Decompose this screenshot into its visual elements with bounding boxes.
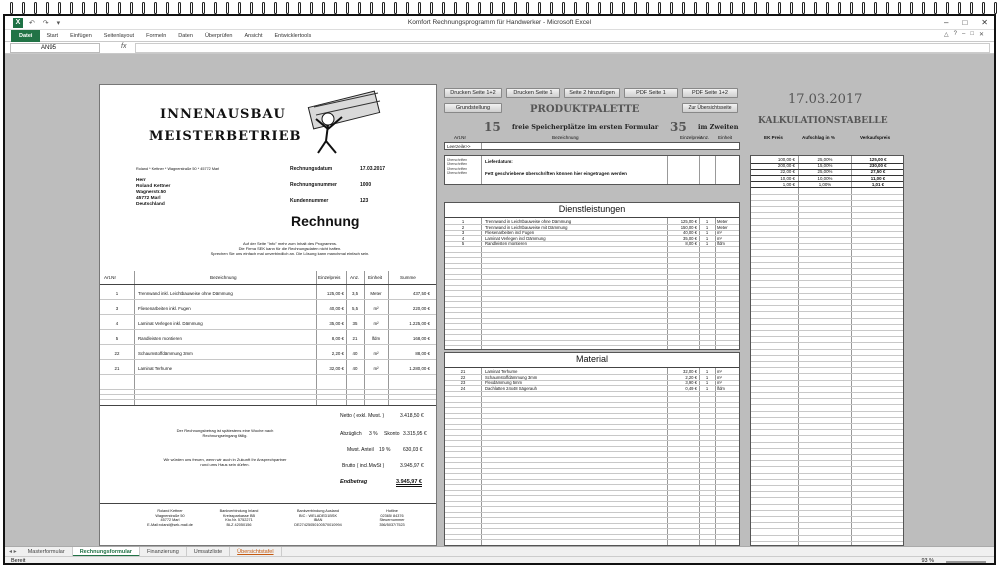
payment-note-1: Der Rechnungsbetrag ist spätestens eine Woche nach: [176, 428, 274, 433]
company-name-line2: MEISTERBETRIEB: [149, 129, 302, 144]
deduction-label: Abzüglich: [340, 431, 362, 437]
excel-window: [3, 14, 996, 565]
close-button[interactable]: ✕: [981, 18, 988, 27]
spiral-ring: [466, 2, 469, 14]
palette-item-unit[interactable]: Meter: [717, 219, 728, 224]
spiral-ring: [910, 2, 913, 14]
invoice-item-desc[interactable]: Laminat Verlegen inkl. Dämmung: [138, 321, 203, 326]
pdf-page-1-2-button[interactable]: PDF Seite 1+2: [682, 88, 738, 98]
spiral-ring: [394, 2, 397, 14]
payment-note-2: Rechnungseingang fällig.: [202, 433, 248, 438]
spiral-ring: [130, 2, 133, 14]
invoice-item-unit[interactable]: m²: [373, 306, 379, 311]
vat-percent[interactable]: 19 %: [379, 447, 391, 453]
total-label: Endbetrag: [340, 479, 368, 485]
invoice-item-unit[interactable]: lfdm: [371, 336, 381, 341]
headings-panel[interactable]: Überschriften Überschriften Überschriften Überschriften Lieferdatum: Fett geschriebene überschriften können hier eingetragen werden: [444, 155, 740, 185]
deduction-percent[interactable]: 3 %: [369, 431, 378, 437]
spiral-ring: [178, 2, 181, 14]
spiral-ring: [898, 2, 901, 14]
thanks-note-2: rund ums Haus sein dürfen.: [200, 462, 250, 467]
spiral-ring: [622, 2, 625, 14]
palette-item-qty[interactable]: 1: [705, 369, 709, 374]
calc-pct[interactable]: 10,00%: [817, 175, 833, 181]
workbook-restore-icon[interactable]: □: [970, 31, 974, 37]
tab-developer[interactable]: Entwicklertools: [274, 32, 312, 39]
palette-col-qty: Anz.: [700, 135, 710, 140]
spiral-ring: [610, 2, 613, 14]
col-sum: Summe: [400, 275, 416, 280]
zoom-slider[interactable]: [946, 561, 986, 563]
worksheet-area: [5, 54, 994, 546]
invoice-item-price[interactable]: 2,20 €: [331, 351, 344, 356]
palette-item-price[interactable]: 0,49 €: [685, 385, 697, 391]
spiral-ring: [190, 2, 193, 14]
palette-item-unit[interactable]: m²: [717, 235, 722, 241]
blank-row-panel[interactable]: [444, 142, 740, 150]
invoice-form[interactable]: [99, 84, 437, 546]
invoice-item-price[interactable]: 35,00 €: [329, 321, 344, 326]
invoice-item-artnr[interactable]: 4: [115, 321, 119, 326]
spiral-ring: [118, 2, 121, 14]
intro-line-1: Auf der Seite "Info" mehr zum Inhalt des Programms.: [243, 241, 337, 246]
spiral-ring: [286, 2, 289, 14]
workbook-minimize-icon[interactable]: –: [962, 31, 966, 37]
spiral-ring: [586, 2, 589, 14]
invoice-item-desc[interactable]: Trennwand inkl. Leichtbauweise ohne Dämmung: [138, 291, 233, 296]
invoice-item-unit[interactable]: m²: [373, 351, 379, 356]
palette-item-artnr[interactable]: 21: [460, 369, 466, 374]
spiral-ring: [778, 2, 781, 14]
invoice-item-price[interactable]: 40,00 €: [329, 306, 344, 311]
palette-col-price: Einzelpreis: [680, 135, 703, 140]
invoice-item-sum[interactable]: 437,50 €: [412, 291, 430, 296]
palette-item-desc[interactable]: Randleisten montieren: [485, 241, 527, 246]
invoice-item-artnr[interactable]: 1: [115, 291, 119, 296]
spiral-ring: [766, 2, 769, 14]
intro-line-3: Sprechen Sie uns einfach mal unverbindlich an. Die Lösung kann manchmal einfach sein.: [210, 251, 370, 256]
calc-vk[interactable]: 11,00 €: [870, 175, 886, 181]
recipient-country: Deutschland: [136, 201, 165, 207]
spiral-ring: [166, 2, 169, 14]
spiral-ring: [994, 2, 997, 14]
invoice-item-qty[interactable]: 5,5: [351, 306, 359, 311]
spiral-ring: [814, 2, 817, 14]
palette-item-price[interactable]: 125,00 €: [680, 219, 697, 224]
formula-bar: [5, 42, 994, 54]
palette-item-unit[interactable]: m²: [717, 369, 722, 374]
palette-item-unit[interactable]: lfdm: [717, 385, 725, 391]
gross-value: 3.945,97 €: [400, 463, 424, 469]
invoice-item-desc[interactable]: Fliesenarbeiten inkl. Fugen: [138, 306, 191, 311]
total-value: 3.945,97 €: [396, 479, 422, 485]
palette-item-artnr[interactable]: 1: [461, 219, 465, 224]
footer-hotline: Hotline 02365/ 84376 Steuernummer 356/5037/7523: [379, 509, 405, 528]
sheet-tab-uebersichtstafel[interactable]: Übersichtstafel: [230, 547, 281, 557]
calc-pct[interactable]: 15,00%: [817, 163, 833, 169]
palette-item-qty[interactable]: 1: [705, 380, 709, 385]
spiral-ring: [598, 2, 601, 14]
invoice-item-artnr[interactable]: 22: [114, 351, 120, 356]
palette-item-desc[interactable]: Flexdämmung 5mm: [485, 380, 523, 385]
spiral-ring: [550, 2, 553, 14]
spiral-ring: [694, 2, 697, 14]
tab-file[interactable]: Datei: [11, 30, 40, 42]
date-value[interactable]: 17.03.2017: [360, 166, 386, 172]
palette-item-price[interactable]: 2,20 €: [685, 374, 697, 380]
invoice-number-label: Rechnungsnummer: [290, 182, 337, 188]
ribbon-tabs: [5, 30, 994, 42]
calc-vk[interactable]: 230,00 €: [869, 163, 887, 169]
spiral-ring: [418, 2, 421, 14]
spiral-ring: [838, 2, 841, 14]
spiral-ring: [946, 2, 949, 14]
spiral-ring: [298, 2, 301, 14]
tab-formulas[interactable]: Formeln: [146, 32, 167, 39]
calc-vk[interactable]: 1,01 €: [871, 181, 885, 187]
skonto-label: Skonto: [384, 431, 400, 437]
formula-input[interactable]: [135, 43, 990, 53]
spiral-ring: [250, 2, 253, 14]
calc-pct[interactable]: 25,00%: [817, 169, 833, 175]
tab-data[interactable]: Daten: [178, 32, 193, 39]
blank-row-label: Leerzeile>>: [447, 144, 471, 149]
calc-vk[interactable]: 125,00 €: [869, 157, 887, 162]
palette-item-price[interactable]: 35,00 €: [683, 235, 697, 241]
invoice-item-unit[interactable]: m²: [373, 366, 379, 371]
vat-label: Mwst. Anteil: [347, 447, 374, 453]
palette-item-desc[interactable]: Dachlatten 24x48 Sägerauh: [485, 385, 537, 391]
spiral-ring: [790, 2, 793, 14]
footer-bank-abroad: Bankverbindung Ausland BIC : WELADED1BSK IBAN DE27425050100570010994: [294, 509, 342, 528]
palette-item-price[interactable]: 40,00 €: [683, 230, 697, 235]
sheet-tab-rechnungsformular[interactable]: Rechnungsformular: [73, 547, 140, 557]
palette-item-price[interactable]: 8,00 €: [685, 241, 697, 246]
spiral-ring: [358, 2, 361, 14]
invoice-item-sum[interactable]: 1.280,00 €: [409, 366, 430, 371]
footer-address: Roland Kettner Wagnerstraße 50 45772 Marl E-Mail:roland@sek-mail.de: [147, 509, 193, 528]
invoice-item-qty[interactable]: 35: [352, 321, 358, 326]
excel-app-icon: X: [13, 18, 23, 28]
invoice-item-qty[interactable]: 21: [352, 336, 358, 341]
palette-item-unit[interactable]: lfdm: [717, 241, 725, 246]
footer-bank-domestic: Bankverbindung Inland Kreissparkasse BB Kto.Nr. 5752271 BLZ 42050156: [219, 509, 259, 528]
col-unit: Einheit: [368, 275, 383, 280]
print-page-1-2-button[interactable]: Drucken Seite 1+2: [444, 88, 502, 98]
palette-col-unit: Einheit: [718, 135, 733, 140]
palette-item-unit[interactable]: Meter: [717, 224, 728, 230]
palette-item-desc[interactable]: Fliesenarbeiten incl Fugen: [485, 230, 535, 235]
spiral-ring: [70, 2, 73, 14]
calc-col-vk: Verkaufspreis: [860, 135, 891, 140]
recipient-name: Roland Kettner: [136, 183, 171, 189]
spiral-ring: [658, 2, 661, 14]
name-box[interactable]: AN95: [10, 43, 100, 53]
spiral-ring: [214, 2, 217, 14]
palette-item-qty[interactable]: 1: [705, 235, 709, 241]
invoice-item-artnr[interactable]: 3: [115, 306, 119, 311]
invoice-item-unit[interactable]: m²: [373, 321, 379, 326]
spiral-ring: [502, 2, 505, 14]
palette-item-price[interactable]: 32,00 €: [683, 369, 697, 374]
spiral-ring: [406, 2, 409, 14]
quick-access-toolbar[interactable]: ↶ ↷ ▾: [29, 19, 64, 27]
invoice-item-qty[interactable]: 40: [352, 351, 358, 356]
vat-value: 630,03 €: [403, 447, 423, 453]
spiral-ring: [370, 2, 373, 14]
palette-item-unit[interactable]: m²: [717, 230, 722, 235]
palette-item-artnr[interactable]: 4: [461, 235, 465, 241]
netto-value: 3.418,50 €: [400, 413, 424, 419]
spiral-ring: [682, 2, 685, 14]
spiral-ring: [202, 2, 205, 14]
calc-date: 17.03.2017: [788, 92, 863, 107]
invoice-item-desc[interactable]: Schaumstoffdämmung 3mm: [138, 351, 193, 356]
col-price: Einzelpreis: [318, 275, 341, 280]
customer-number-value[interactable]: 123: [360, 198, 369, 204]
col-desc: Bezeichnung: [210, 275, 237, 280]
spiral-ring: [934, 2, 937, 14]
spiral-ring: [514, 2, 517, 14]
spiral-ring: [346, 2, 349, 14]
palette-item-artnr[interactable]: 24: [460, 385, 466, 391]
col-artnr: Art.Nr: [104, 275, 116, 280]
spiral-ring: [238, 2, 241, 14]
spiral-ring: [490, 2, 493, 14]
invoice-number-value[interactable]: 1000: [360, 182, 372, 188]
invoice-item-artnr[interactable]: 5: [115, 336, 119, 341]
spiral-ring: [574, 2, 577, 14]
spiral-ring: [982, 2, 985, 14]
spiral-ring: [802, 2, 805, 14]
zoom-level[interactable]: 93 %: [921, 558, 934, 564]
palette-col-desc: Bezeichnung: [552, 135, 579, 140]
spiral-ring: [94, 2, 97, 14]
customer-number-label: Kundennummer: [290, 198, 329, 204]
spiral-ring: [634, 2, 637, 14]
palette-item-unit[interactable]: m²: [717, 374, 722, 380]
skonto-value: 3.315,95 €: [403, 431, 427, 437]
status-bar: [5, 556, 994, 565]
invoice-item-sum[interactable]: 168,00 €: [412, 336, 430, 341]
calc-ek[interactable]: 10,00 €: [780, 175, 795, 181]
calc-col-ek: EK Preis: [764, 135, 783, 140]
palette-item-qty[interactable]: 1: [705, 219, 709, 224]
calc-ek[interactable]: 100,00 €: [777, 157, 795, 162]
calc-pct[interactable]: 25,00%: [817, 157, 833, 162]
calc-ek[interactable]: 22,00 €: [780, 169, 795, 175]
palette-col-artnr: Art.Nr: [454, 135, 466, 140]
free-slots-second: 35: [670, 120, 687, 134]
spiral-ring: [538, 2, 541, 14]
palette-item-unit[interactable]: m²: [717, 380, 722, 385]
print-page-1-button[interactable]: Drucken Seite 1: [506, 88, 560, 98]
services-heading: Dienstleistungen: [558, 204, 626, 214]
spiral-ring: [382, 2, 385, 14]
calc-ek[interactable]: 1,00 €: [782, 181, 795, 187]
tab-insert[interactable]: Einfügen: [70, 32, 92, 39]
palette-item-artnr[interactable]: 5: [461, 241, 465, 246]
spiral-ring: [526, 2, 529, 14]
spiral-ring: [226, 2, 229, 14]
invoice-item-desc[interactable]: Randleisten montieren: [138, 336, 182, 341]
invoice-item-sum[interactable]: 88,00 €: [415, 351, 430, 356]
palette-item-artnr[interactable]: 2: [461, 224, 465, 230]
material-heading: Material: [575, 354, 608, 364]
netto-label: Netto ( exkl. Mwst. ): [340, 413, 385, 419]
palette-item-desc[interactable]: Laminat Verlegen incl Dämmung: [485, 235, 546, 241]
invoice-item-price[interactable]: 32,00 €: [329, 366, 344, 371]
spiral-ring: [970, 2, 973, 14]
tab-scroll-arrows-icon[interactable]: ◂ ▸: [9, 549, 17, 555]
spiral-ring: [22, 2, 25, 14]
spiral-ring: [274, 2, 277, 14]
calc-title: KALKULATIONSTABELLE: [758, 116, 888, 126]
invoice-item-price[interactable]: 8,00 €: [331, 336, 344, 341]
maximize-button[interactable]: □: [962, 18, 968, 27]
delivery-date-label: Lieferdatum:: [485, 159, 513, 164]
free-slots-note: freie Speicherplätze im ersten Formular: [512, 123, 659, 131]
palette-item-desc[interactable]: Laminat Terhurne: [485, 369, 518, 374]
spiral-ring: [334, 2, 337, 14]
gross-label: Brutto ( incl.MwSt ): [342, 463, 385, 469]
spiral-ring: [646, 2, 649, 14]
spiral-ring: [430, 2, 433, 14]
spiral-ring: [958, 2, 961, 14]
palette-item-price[interactable]: 150,00 €: [680, 224, 697, 230]
tab-view[interactable]: Ansicht: [244, 32, 263, 39]
title-bar: [5, 16, 994, 30]
col-qty: Anz.: [350, 275, 360, 280]
spiral-ring: [718, 2, 721, 14]
recipient-street: Wagnerstr.50: [136, 189, 166, 195]
headings-hint: Fett geschriebene überschriften können hier eingetragen werden: [485, 171, 627, 176]
carpenter-logo-icon: [290, 89, 390, 157]
company-name-line1: INNENAUSBAU: [160, 107, 286, 122]
palette-item-artnr[interactable]: 23: [460, 380, 466, 385]
control-panel: [442, 84, 988, 546]
add-page-2-button[interactable]: Seite 2 hinzufügen: [564, 88, 620, 98]
spiral-ring: [58, 2, 61, 14]
spiral-ring: [742, 2, 745, 14]
invoice-item-artnr[interactable]: 21: [114, 366, 120, 371]
sender-line: Roland * Kettner * Wagnerstraße 50 * 45772 Marl: [136, 167, 220, 171]
invoice-item-qty[interactable]: 3,5: [351, 291, 359, 296]
pdf-page-1-button[interactable]: PDF Seite 1: [624, 88, 678, 98]
invoice-item-unit[interactable]: Meter: [370, 291, 382, 296]
palette-item-desc[interactable]: Trennwand in Leichtbauweise mit Dämmung: [485, 224, 568, 230]
intro-line-2: Die Firma SEK kann für die Rechnungsdaten nicht haften.: [238, 246, 342, 251]
invoice-item-price[interactable]: 125,00 €: [326, 291, 344, 296]
spiral-ring: [478, 2, 481, 14]
invoice-item-sum[interactable]: 1.225,00 €: [409, 321, 430, 326]
spiral-ring: [862, 2, 865, 14]
material-panel[interactable]: [444, 352, 740, 546]
tab-start[interactable]: Start: [46, 32, 59, 39]
spiral-ring: [886, 2, 889, 14]
recipient-city: 45772 Marl: [136, 195, 161, 201]
invoice-item-qty[interactable]: 40: [352, 366, 358, 371]
palette-item-artnr[interactable]: 3: [461, 230, 465, 235]
palette-item-artnr[interactable]: 22: [460, 374, 466, 380]
calculation-table[interactable]: [750, 155, 904, 546]
calc-ek[interactable]: 200,00 €: [777, 163, 795, 169]
fx-icon[interactable]: fx: [121, 43, 127, 50]
free-slots-first: 15: [484, 120, 501, 134]
palette-title: PRODUKTPALETTE: [530, 104, 640, 115]
overview-button[interactable]: Zur Übersichtsseite: [682, 103, 738, 113]
palette-item-qty[interactable]: 1: [705, 230, 709, 235]
palette-item-qty[interactable]: 1: [705, 374, 709, 380]
date-label: Rechnungsdatum: [290, 166, 333, 172]
palette-item-price[interactable]: 3,90 €: [685, 380, 697, 385]
spiral-ring: [850, 2, 853, 14]
spiral-ring: [106, 2, 109, 14]
tab-page-layout[interactable]: Seitenlayout: [103, 32, 135, 39]
invoice-items-table: [100, 271, 436, 405]
spiral-ring: [46, 2, 49, 14]
workbook-close-icon[interactable]: ✕: [978, 32, 984, 38]
sheet-tab-bar: [5, 546, 994, 556]
reset-button[interactable]: Grundstellung: [444, 103, 502, 113]
palette-item-desc[interactable]: Schaumstoffdämmung 3mm: [485, 374, 538, 380]
palette-item-qty[interactable]: 1: [705, 241, 709, 246]
spiral-ring: [706, 2, 709, 14]
spiral-ring: [142, 2, 145, 14]
spiral-ring: [310, 2, 313, 14]
spiral-ring: [154, 2, 157, 14]
recipient-salutation: Herr: [136, 178, 146, 183]
palette-item-desc[interactable]: Trennwand in Leichtbauweise ohne Dämmung: [485, 219, 572, 224]
sheet-tab-masterformular[interactable]: Masterformular: [21, 547, 73, 557]
spiral-ring: [874, 2, 877, 14]
palette-item-qty[interactable]: 1: [705, 224, 709, 230]
invoice-item-sum[interactable]: 220,00 €: [412, 306, 430, 311]
palette-item-qty[interactable]: 1: [705, 385, 709, 391]
tab-review[interactable]: Überprüfen: [204, 32, 233, 39]
spiral-ring: [670, 2, 673, 14]
calc-vk[interactable]: 27,50 €: [870, 169, 886, 175]
spiral-ring: [34, 2, 37, 14]
services-panel[interactable]: [444, 202, 740, 350]
spiral-ring: [322, 2, 325, 14]
spiral-ring: [826, 2, 829, 14]
status-mode: Bereit: [11, 558, 26, 564]
minimize-button[interactable]: –: [944, 18, 949, 27]
calc-col-pct: Aufschlag in %: [802, 135, 835, 140]
spiral-ring: [10, 2, 13, 14]
thanks-note-1: Wir würden uns freuen, wenn wir auch in Zukunft Ihr Ansprechpartner: [163, 457, 287, 462]
sheet-tab-finanzierung[interactable]: Finanzierung: [140, 547, 187, 557]
spiral-ring: [922, 2, 925, 14]
free-slots-second-note: im Zweiten: [698, 123, 739, 131]
help-icon[interactable]: ?: [953, 31, 957, 37]
window-title: Komfort Rechnungsprogramm für Handwerker - Microsoft Excel: [407, 19, 592, 26]
sheet-tab-umsatzliste[interactable]: Umsatzliste: [187, 547, 230, 557]
spiral-ring: [730, 2, 733, 14]
calc-pct[interactable]: 1,00%: [818, 181, 832, 187]
spiral-ring: [262, 2, 265, 14]
invoice-heading: Rechnung: [291, 213, 360, 229]
spiral-ring: [442, 2, 445, 14]
spiral-ring: [454, 2, 457, 14]
invoice-item-desc[interactable]: Laminat Terhurne: [138, 366, 173, 371]
spiral-ring: [754, 2, 757, 14]
spiral-ring: [562, 2, 565, 14]
collapse-ribbon-icon[interactable]: △: [944, 32, 949, 38]
spiral-ring: [82, 2, 85, 14]
